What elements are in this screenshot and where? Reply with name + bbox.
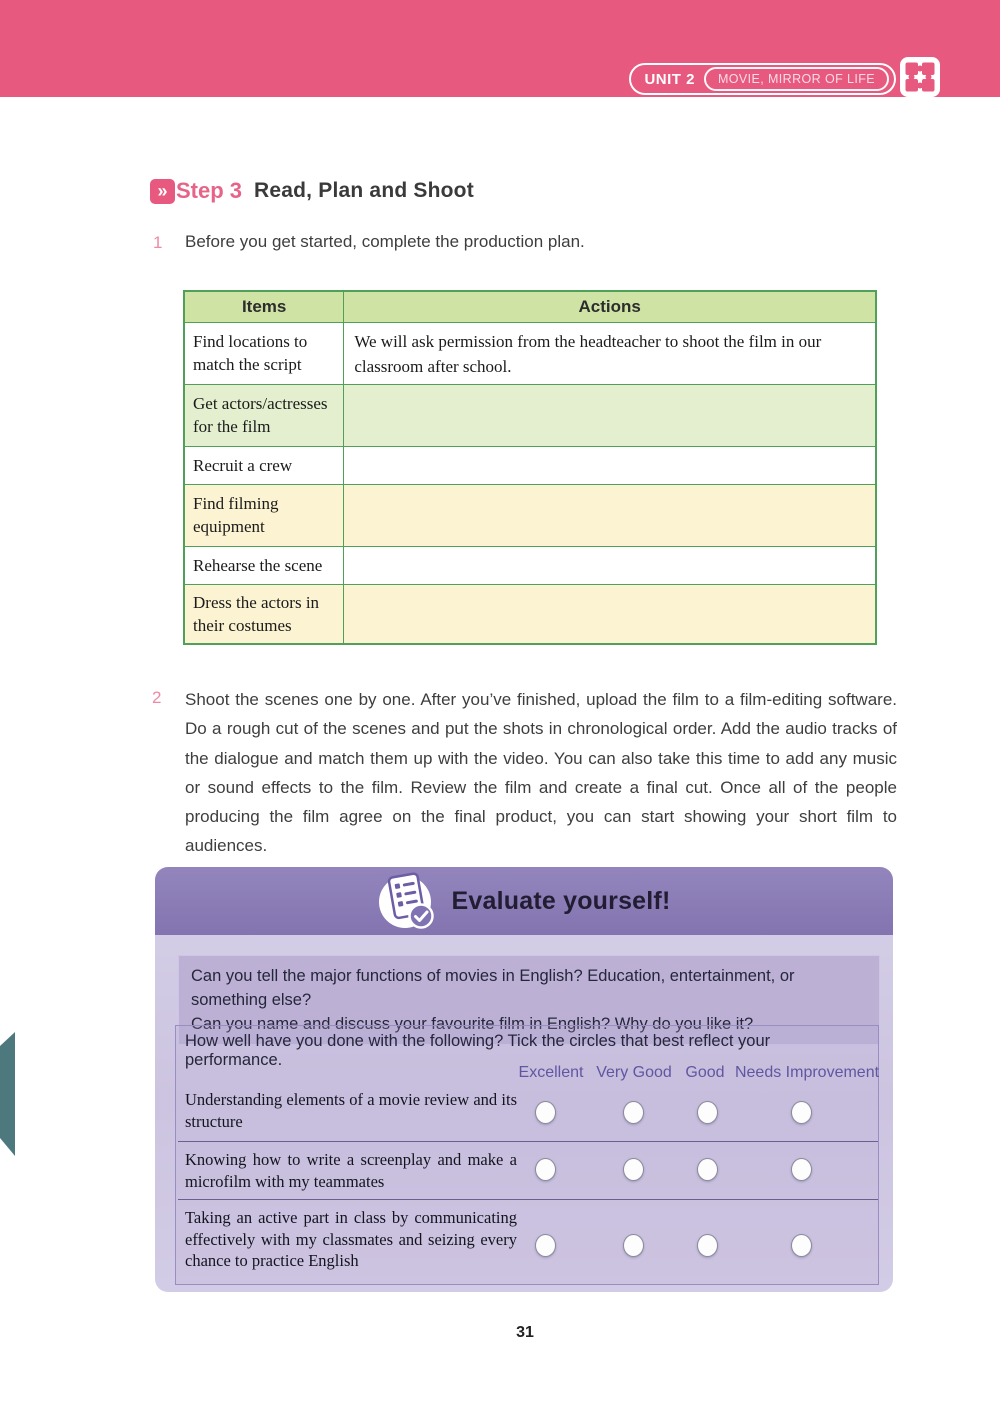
rating-label-excellent: Excellent — [518, 1064, 584, 1081]
rating-circle-r2-good[interactable] — [697, 1158, 718, 1181]
evaluate-title: Evaluate yourself! — [451, 886, 671, 915]
task2-number: 2 — [152, 688, 162, 707]
rating-circle-r3-good[interactable] — [697, 1234, 718, 1257]
item-cell: Find locations to match the script — [184, 322, 344, 384]
table-row — [184, 584, 876, 644]
rating-circle-r2-needs-improvement[interactable] — [791, 1158, 812, 1181]
survey-row-text: Taking an active part in class by communicating effectively with my classmates and seizing every chance to practice English — [185, 1208, 517, 1270]
survey-row-text: Understanding elements of a movie review and its structure — [185, 1090, 517, 1131]
item-cell: Find filming equipment — [184, 484, 344, 546]
step-chevron-icon: » — [150, 179, 175, 204]
question-line: Can you tell the major functions of movies in English? Education, entertainment, or something else? — [191, 967, 795, 1009]
page-edge-ribbon — [0, 1032, 15, 1156]
rating-label-good: Good — [685, 1064, 725, 1081]
checklist-icon — [378, 871, 440, 931]
question-line: Can you name and discuss your favourite film in English? Why do you like it? — [191, 1015, 754, 1033]
rating-circle-r1-excellent[interactable] — [535, 1101, 556, 1124]
step-heading — [150, 178, 474, 204]
survey-prompt: How well have you done with the following? Tick the circles that best reflect your performance. — [185, 1032, 771, 1069]
step-label: Step 3 — [176, 178, 243, 203]
production-plan-table — [183, 290, 877, 645]
header-band — [0, 0, 1000, 97]
row-divider — [178, 1199, 878, 1200]
item-cell: Dress the actors in their costumes — [184, 584, 344, 644]
action-cell-blank[interactable] — [344, 584, 876, 644]
action-cell-blank[interactable] — [344, 546, 876, 584]
table-row — [184, 384, 876, 446]
item-cell: Rehearse the scene — [184, 546, 344, 584]
rating-circle-r2-excellent[interactable] — [535, 1158, 556, 1181]
task1-number: 1 — [153, 233, 163, 252]
rating-circle-r2-very-good[interactable] — [623, 1158, 644, 1181]
task2-text: Shoot the scenes one by one. After you’ve finished, upload the film to a film-editing software. Do a rough cut of the scenes and put the shots in chronological order. Add the audio tracks of the dialogue and match them up with the video. You can also take this time to add any music or sound effects to the film. Review the film and create a final cut. Once all of the people producing the film agree on the final product, you can start showing your short film to audiences. — [185, 690, 897, 856]
item-cell: Get actors/actresses for the film — [184, 384, 344, 446]
rating-circle-r1-needs-improvement[interactable] — [791, 1101, 812, 1124]
rating-label-needs-improvement: Needs Improvement — [734, 1064, 880, 1081]
survey-row-text: Knowing how to write a screenplay and make a microfilm with my teammates — [185, 1150, 517, 1191]
col-header-items: Items — [184, 291, 344, 322]
task1-text: Before you get started, complete the production plan. — [185, 232, 585, 251]
unit-label: UNIT 2 — [644, 70, 695, 88]
action-cell-blank[interactable] — [344, 484, 876, 546]
rating-circle-r3-excellent[interactable] — [535, 1234, 556, 1257]
row-divider — [178, 1141, 878, 1142]
unit-badge — [629, 63, 896, 95]
evaluate-panel — [155, 867, 893, 1292]
table-row — [184, 546, 876, 584]
action-cell-blank[interactable] — [344, 446, 876, 484]
rating-label-very-good: Very Good — [596, 1064, 672, 1081]
rating-circle-r1-good[interactable] — [697, 1101, 718, 1124]
col-header-actions: Actions — [344, 291, 876, 322]
rating-circle-r1-very-good[interactable] — [623, 1101, 644, 1124]
table-row — [184, 484, 876, 546]
table-row — [184, 322, 876, 384]
table-header-row — [184, 291, 876, 322]
rating-circle-r3-needs-improvement[interactable] — [791, 1234, 812, 1257]
item-cell: Recruit a crew — [184, 446, 344, 484]
puzzle-icon — [900, 57, 940, 97]
evaluate-header — [155, 867, 893, 935]
unit-title: MOVIE, MIRROR OF LIFE — [704, 67, 889, 91]
rating-circle-r3-very-good[interactable] — [623, 1234, 644, 1257]
action-cell: We will ask permission from the headteacher to shoot the film in our classroom after school. — [344, 322, 876, 384]
table-row — [184, 446, 876, 484]
step-title: Read, Plan and Shoot — [254, 179, 474, 202]
page-number: 31 — [516, 1324, 534, 1341]
action-cell-blank[interactable] — [344, 384, 876, 446]
